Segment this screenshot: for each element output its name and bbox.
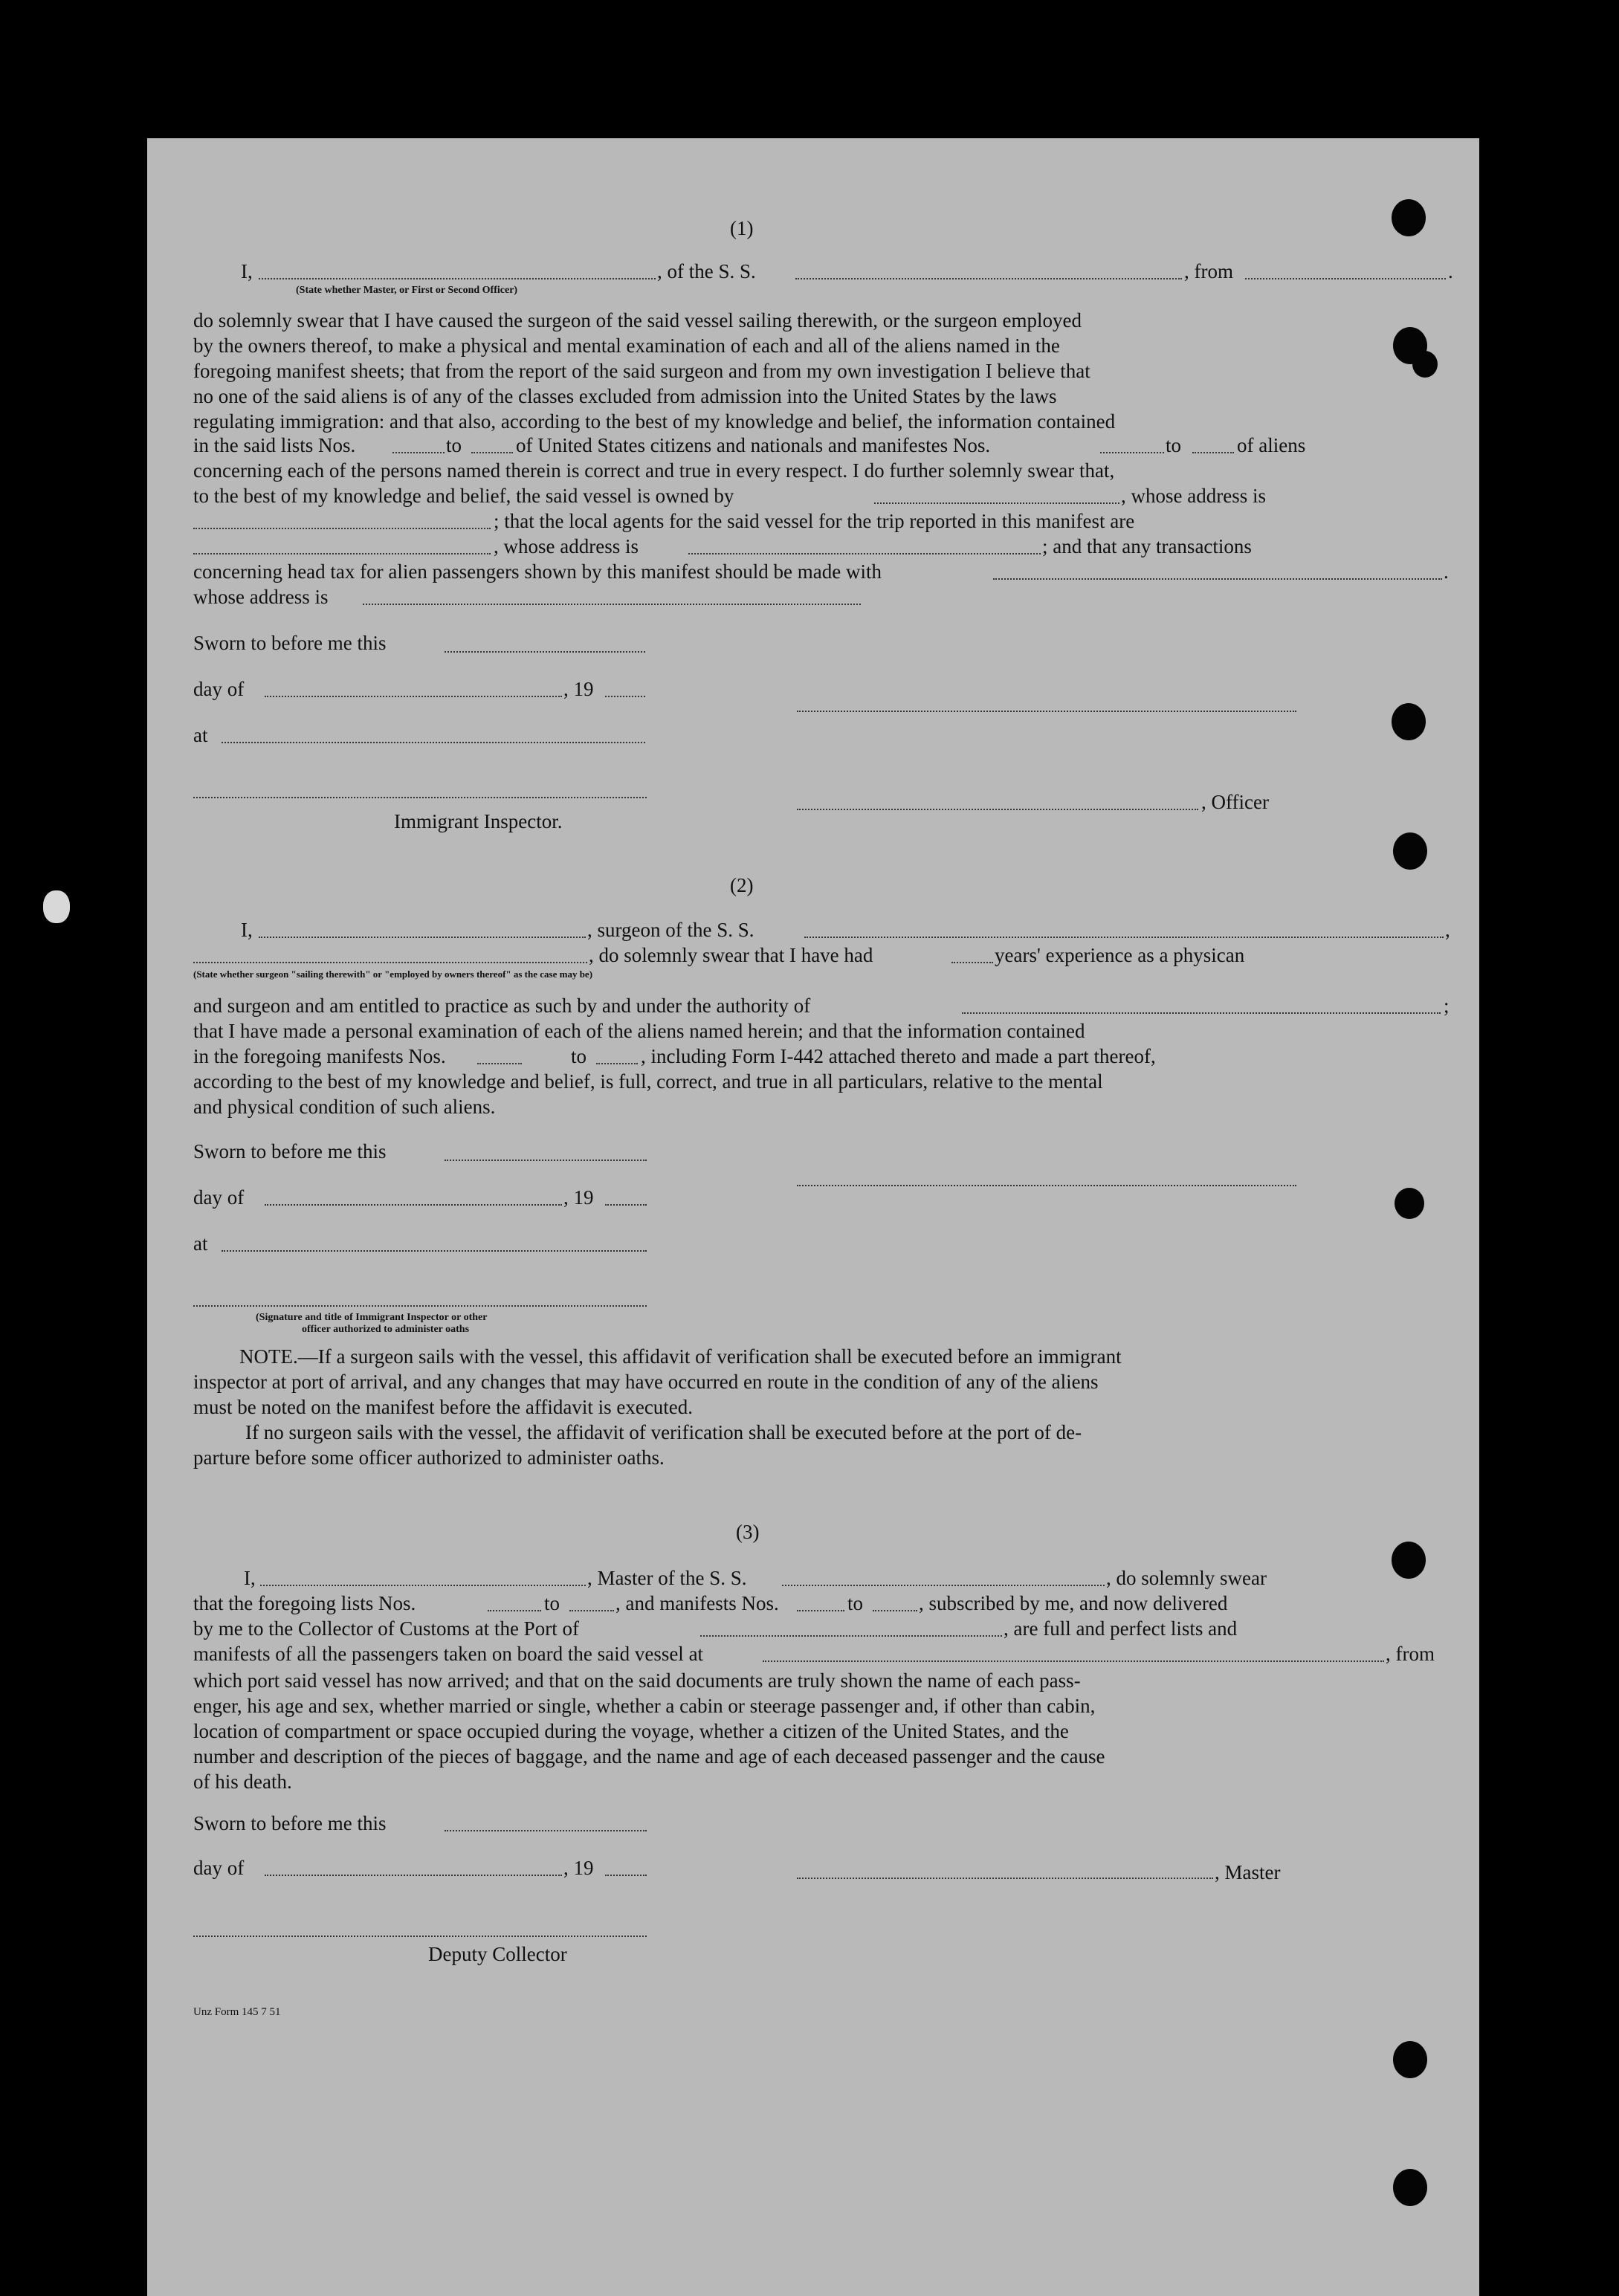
stain-mark: [43, 890, 70, 923]
label: , Master of the S. S.: [587, 1567, 747, 1589]
blank-field[interactable]: [795, 278, 1182, 279]
text-line: by the owners thereof, to make a physical and mental examination of each and all of the aliens named in the: [193, 334, 1060, 357]
label: , from: [1386, 1643, 1435, 1665]
section-heading: (1): [730, 217, 754, 239]
note-paragraph: [193, 1344, 1445, 1420]
text-line: of his death.: [193, 1770, 292, 1793]
blank-field[interactable]: [193, 553, 491, 554]
field-caption: officer authorized to administer oaths: [302, 1324, 470, 1335]
label: and surgeon and am entitled to practice as such by and under the authority of: [193, 995, 811, 1017]
blank-field[interactable]: [605, 1875, 647, 1876]
blank-field[interactable]: [265, 1875, 562, 1876]
blank-field[interactable]: [222, 1250, 647, 1252]
blank-field[interactable]: [951, 962, 993, 963]
text-line: which port said vessel has now arrived; and that on the said documents are truly shown the name of each pass-: [193, 1669, 1081, 1692]
label: , are full and perfect lists and: [1004, 1617, 1238, 1640]
blank-field[interactable]: [445, 1830, 647, 1831]
blank-field[interactable]: [471, 452, 513, 453]
label: to: [446, 434, 462, 456]
blank-field[interactable]: [1100, 452, 1164, 453]
label: , and manifests Nos.: [615, 1592, 779, 1614]
label: .: [1448, 260, 1453, 282]
blank-field[interactable]: [962, 1012, 1441, 1014]
label: of aliens: [1237, 434, 1306, 456]
label: , do solemnly swear that I have had: [589, 944, 873, 966]
label: Sworn to before me this: [193, 1812, 387, 1834]
label: whose address is: [193, 586, 329, 608]
blank-field[interactable]: [1192, 452, 1234, 453]
binder-hole: [1392, 1542, 1426, 1579]
label: years' experience as a physican: [995, 944, 1245, 966]
blank-field[interactable]: [259, 937, 586, 938]
label: that I have made a personal examination of each of the aliens named herein; and that the information contained: [193, 1020, 1085, 1042]
blank-field[interactable]: [804, 937, 1444, 938]
label: , 19: [563, 1857, 594, 1879]
signature-line[interactable]: [797, 1185, 1296, 1186]
blank-field[interactable]: [700, 1635, 1002, 1637]
signature-line[interactable]: [797, 1878, 1213, 1879]
label: concerning head tax for alien passengers shown by this manifest should be made with: [193, 560, 882, 583]
label: I,: [244, 1567, 256, 1589]
text-line: no one of the said aliens is of any of the classes excluded from admission into the United States by the laws: [193, 385, 1057, 407]
blank-field[interactable]: [763, 1660, 1384, 1662]
blank-field[interactable]: [259, 278, 656, 279]
label: manifests of all the passengers taken on board the said vessel at: [193, 1643, 704, 1665]
label: day of: [193, 1186, 245, 1209]
blank-field[interactable]: [596, 1063, 638, 1064]
text-line: inspector at port of arrival, and any changes that may have occurred en route in the condition of any of the aliens: [193, 1371, 1099, 1393]
label: of United States citizens and nationals and manifestes Nos.: [516, 434, 991, 456]
label: to: [571, 1045, 587, 1067]
label: by me to the Collector of Customs at the Port of: [193, 1617, 579, 1640]
blank-field[interactable]: [605, 1204, 647, 1206]
text-line: enger, his age and sex, whether married or single, whether a cabin or steerage passenger and, if other than cabin,: [193, 1695, 1096, 1717]
blank-field[interactable]: [605, 696, 645, 697]
label: in the foregoing manifests Nos.: [193, 1045, 446, 1067]
note-paragraph: [193, 1420, 1445, 1470]
text-line: parture before some officer authorized to administer oaths.: [193, 1446, 665, 1469]
label: to: [1166, 434, 1182, 456]
text-line: location of compartment or space occupied during the voyage, whether a citizen of the United States, and the: [193, 1720, 1069, 1742]
blank-field[interactable]: [260, 1585, 586, 1586]
label: ;: [1444, 995, 1450, 1017]
label: to: [544, 1592, 560, 1614]
text-line: If no surgeon sails with the vessel, the affidavit of verification shall be executed before at the port of de-: [245, 1421, 1082, 1443]
label: , including Form I-442 attached thereto and made a part thereof,: [641, 1045, 1156, 1067]
blank-field[interactable]: [688, 553, 1041, 554]
label: at: [193, 1232, 208, 1255]
label: , Officer: [1201, 791, 1269, 813]
form-number: Unz Form 145 7 51: [193, 2006, 281, 2018]
label: ; that the local agents for the said vessel for the trip reported in this manifest are: [494, 510, 1135, 532]
label: , from: [1184, 260, 1233, 282]
label: to: [847, 1592, 864, 1614]
label: ,: [1445, 919, 1450, 941]
blank-field[interactable]: [477, 1063, 522, 1064]
label: and physical condition of such aliens.: [193, 1096, 496, 1118]
blank-field[interactable]: [993, 578, 1442, 580]
signature-line[interactable]: [797, 809, 1198, 810]
blank-field[interactable]: [797, 1610, 844, 1611]
label: , of the S. S.: [657, 260, 756, 282]
binder-hole: [1393, 2041, 1427, 2078]
field-caption: (State whether surgeon "sailing therewith" or "employed by owners thereof" as the case may be): [193, 968, 593, 980]
section-heading: (3): [736, 1521, 760, 1543]
label: , 19: [563, 678, 594, 700]
blank-field[interactable]: [222, 742, 645, 743]
text-line: foregoing manifest sheets; that from the report of the said surgeon and from my own investigation I believe that: [193, 360, 1090, 382]
oath-paragraph: [193, 1668, 1445, 1794]
oath-paragraph: [193, 308, 1445, 434]
blank-field[interactable]: [265, 696, 562, 697]
text-line: regulating immigration: and that also, according to the best of my knowledge and belief, the information contained: [193, 410, 1116, 433]
binder-hole: [1393, 2169, 1427, 2206]
blank-field[interactable]: [193, 962, 587, 963]
signature-line[interactable]: [193, 797, 647, 798]
binder-hole: [1392, 703, 1426, 740]
label: that the foregoing lists Nos.: [193, 1592, 416, 1614]
blank-field[interactable]: [1245, 278, 1446, 279]
blank-field[interactable]: [873, 1610, 917, 1611]
label: I,: [241, 260, 253, 282]
blank-field[interactable]: [569, 1610, 614, 1611]
signature-line[interactable]: [193, 1936, 647, 1937]
label: day of: [193, 678, 245, 700]
blank-field[interactable]: [488, 1610, 541, 1611]
binder-hole: [1392, 199, 1426, 236]
form-sheet: [147, 138, 1479, 2296]
blank-field[interactable]: [265, 1204, 562, 1206]
field-caption: (Signature and title of Immigrant Inspector or other: [256, 1312, 488, 1323]
label: , do solemnly swear: [1106, 1567, 1267, 1589]
label: Deputy Collector: [428, 1943, 567, 1965]
label: , subscribed by me, and now delivered: [919, 1592, 1228, 1614]
label: ; and that any transactions: [1042, 535, 1252, 557]
field-caption: (State whether Master, or First or Second Officer): [296, 285, 518, 296]
label: Immigrant Inspector.: [394, 810, 563, 832]
label: Sworn to before me this: [193, 632, 387, 654]
blank-field[interactable]: [363, 604, 861, 605]
text-line: must be noted on the manifest before the affidavit is executed.: [193, 1396, 694, 1418]
binder-hole: [1395, 1188, 1424, 1219]
label: , whose address is: [494, 535, 639, 557]
binder-hole: [1393, 832, 1427, 870]
label: at: [193, 724, 208, 746]
label: day of: [193, 1857, 245, 1879]
label: concerning each of the persons named therein is correct and true in every respect. I do further solemnly swear that,: [193, 459, 1115, 482]
blank-field[interactable]: [782, 1585, 1105, 1586]
signature-line[interactable]: [193, 1305, 647, 1307]
label: according to the best of my knowledge and belief, is full, correct, and true in all particulars, relative to the mental: [193, 1070, 1103, 1093]
blank-field[interactable]: [392, 452, 445, 453]
blank-field[interactable]: [193, 528, 491, 529]
label: , surgeon of the S. S.: [587, 919, 754, 941]
text-line: do solemnly swear that I have caused the surgeon of the said vessel sailing therewith, or the surgeon employed: [193, 309, 1082, 332]
label: Sworn to before me this: [193, 1140, 387, 1162]
label: I,: [241, 919, 253, 941]
blank-field[interactable]: [874, 502, 1119, 504]
label: , Master: [1215, 1861, 1281, 1883]
label: in the said lists Nos.: [193, 434, 356, 456]
blank-field[interactable]: [445, 651, 645, 653]
text-line: number and description of the pieces of baggage, and the name and age of each deceased passenger and the cause: [193, 1745, 1105, 1768]
label: .: [1444, 560, 1449, 583]
blank-field[interactable]: [445, 1160, 647, 1161]
label: , 19: [563, 1186, 594, 1209]
label: to the best of my knowledge and belief, the said vessel is owned by: [193, 485, 734, 507]
section-heading: (2): [730, 874, 754, 896]
label: , whose address is: [1121, 485, 1266, 507]
signature-line[interactable]: [797, 711, 1296, 712]
text-line: NOTE.—If a surgeon sails with the vessel, this affidavit of verification shall be executed before an immigrant: [239, 1345, 1122, 1368]
